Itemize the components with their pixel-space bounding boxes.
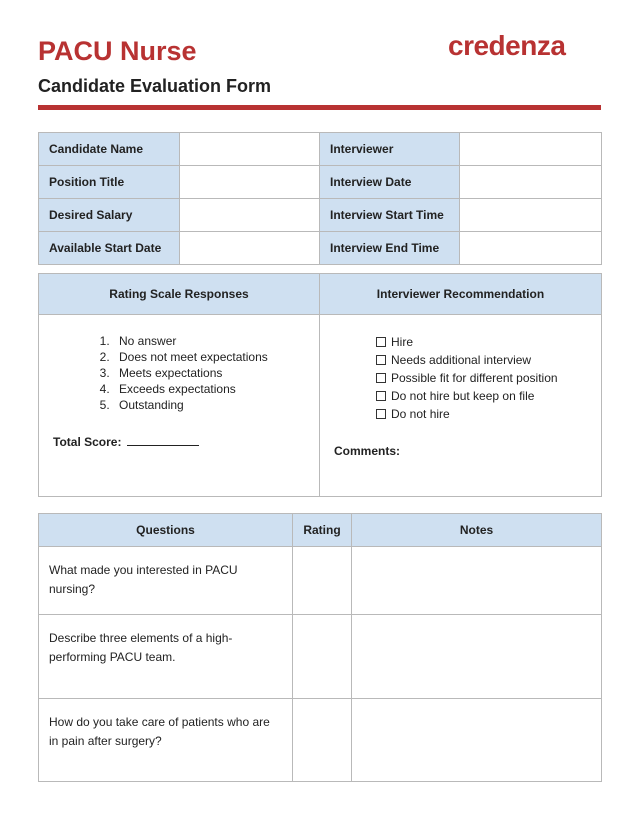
table-row	[39, 232, 602, 265]
rating-scale-list	[39, 333, 319, 413]
recommendation-option-keep-on-file[interactable]	[376, 387, 601, 405]
interview-start-time-label: Interview Start Time	[320, 199, 460, 232]
recommendation-cell	[320, 315, 602, 497]
desired-salary-label: Desired Salary	[39, 199, 180, 232]
table-row	[39, 547, 602, 615]
available-start-date-field[interactable]	[180, 232, 320, 265]
questions-table	[38, 513, 602, 782]
table-row	[39, 166, 602, 199]
checkbox-icon[interactable]	[376, 337, 386, 347]
recommendation-option-different-position[interactable]	[376, 369, 601, 387]
checkbox-icon[interactable]	[376, 355, 386, 365]
rating-scale-item: 4. Exceeds expectations	[113, 381, 319, 397]
candidate-name-label: Candidate Name	[39, 133, 180, 166]
rating-recommendation-table	[38, 273, 602, 497]
interview-date-label: Interview Date	[320, 166, 460, 199]
option-label: Possible fit for different position	[391, 371, 558, 385]
notes-field[interactable]	[352, 547, 602, 615]
header-divider	[38, 105, 601, 110]
recommendation-heading: Interviewer Recommendation	[320, 274, 602, 315]
position-title-label: Position Title	[39, 166, 180, 199]
credenza-logo: credenza	[448, 30, 566, 61]
checkbox-icon[interactable]	[376, 409, 386, 419]
rating-field[interactable]	[293, 615, 352, 699]
interview-start-time-field[interactable]	[460, 199, 602, 232]
rating-scale-cell	[39, 315, 320, 497]
total-score	[53, 435, 319, 449]
interview-date-field[interactable]	[460, 166, 602, 199]
interviewer-field[interactable]	[460, 133, 602, 166]
table-row	[39, 199, 602, 232]
option-label: Needs additional interview	[391, 353, 532, 367]
question-text: How do you take care of patients who are in pain after surgery?	[39, 699, 293, 782]
option-label: Hire	[391, 335, 414, 349]
interviewer-label: Interviewer	[320, 133, 460, 166]
table-row	[39, 699, 602, 782]
page-subtitle: Candidate Evaluation Form	[38, 76, 272, 96]
table-row	[39, 615, 602, 699]
rating-field[interactable]	[293, 699, 352, 782]
interview-end-time-field[interactable]	[460, 232, 602, 265]
rating-scale-heading: Rating Scale Responses	[39, 274, 320, 315]
available-start-date-label: Available Start Date	[39, 232, 180, 265]
checkbox-icon[interactable]	[376, 391, 386, 401]
position-title-field[interactable]	[180, 166, 320, 199]
recommendation-option-do-not-hire[interactable]	[376, 405, 601, 423]
interview-end-time-label: Interview End Time	[320, 232, 460, 265]
question-text: Describe three elements of a high-performing PACU team.	[39, 615, 293, 699]
recommendation-option-additional-interview[interactable]	[376, 351, 601, 369]
rating-field[interactable]	[293, 547, 352, 615]
option-label: Do not hire	[391, 407, 450, 421]
rating-scale-item: 3. Meets expectations	[113, 365, 319, 381]
notes-field[interactable]	[352, 615, 602, 699]
rating-scale-item: 5. Outstanding	[113, 397, 319, 413]
desired-salary-field[interactable]	[180, 199, 320, 232]
rating-scale-item: 1. No answer	[113, 333, 319, 349]
candidate-info-table	[38, 132, 602, 265]
page-title: PACU Nurse	[38, 36, 197, 66]
total-score-label: Total Score:	[53, 435, 122, 449]
comments-label: Comments:	[334, 444, 401, 458]
questions-header: Questions	[39, 514, 293, 547]
notes-field[interactable]	[352, 699, 602, 782]
checkbox-icon[interactable]	[376, 373, 386, 383]
rating-scale-item: 2. Does not meet expectations	[113, 349, 319, 365]
option-label: Do not hire but keep on file	[391, 389, 535, 403]
recommendation-options	[320, 333, 601, 423]
question-text: What made you interested in PACU nursing?	[39, 547, 293, 615]
notes-header: Notes	[352, 514, 602, 547]
total-score-field[interactable]	[127, 435, 199, 446]
rating-header: Rating	[293, 514, 352, 547]
table-row	[39, 133, 602, 166]
recommendation-option-hire[interactable]	[376, 333, 601, 351]
candidate-name-field[interactable]	[180, 133, 320, 166]
